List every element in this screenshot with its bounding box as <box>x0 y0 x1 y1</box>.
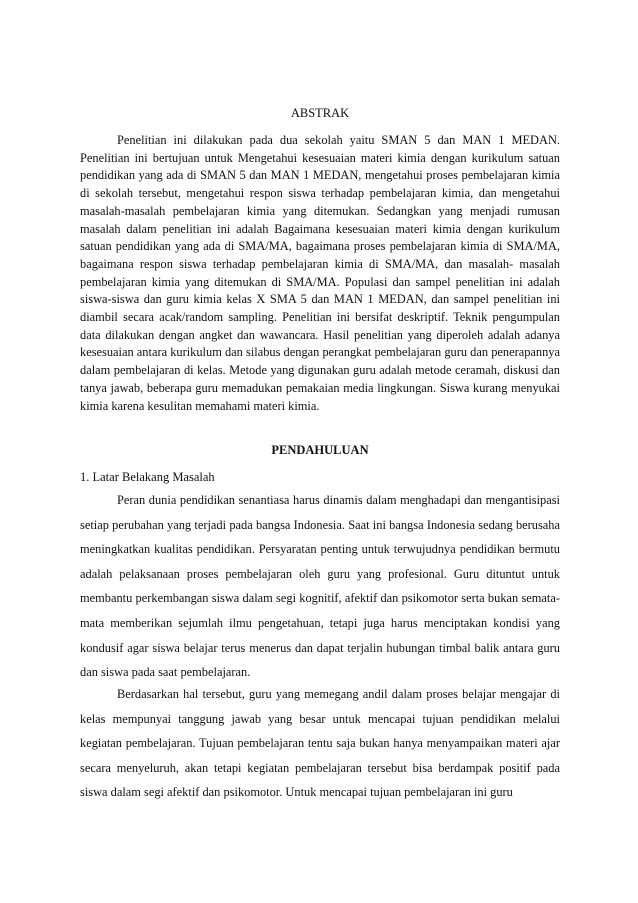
abstract-title: ABSTRAK <box>290 106 350 120</box>
section-subheading: 1. Latar Belakang Masalah <box>80 470 215 484</box>
body-paragraph: Berdasarkan hal tersebut, guru yang memegang andil dalam proses belajar mengajar di kelas mempunyai tanggung jawab yang besar untuk mencapai tujuan pendidikan melalui kegiatan pembelajaran. Tujuan pembelajaran tentu saja bukan hanya menyampaikan materi ajar secara menyeluruh, akan tetapi kegiatan pembelajaran tersebut bisa berdampak positif pada siswa dalam segi afektif dan psikomotor. Untuk mencapai tujuan pembelajaran ini guru <box>80 687 560 800</box>
document-page <box>80 0 560 903</box>
introduction-title: PENDAHULUAN <box>271 443 369 457</box>
body-paragraph: Peran dunia pendidikan senantiasa harus dinamis dalam menghadapi dan mengantisipasi setiap perubahan yang terjadi pada bangsa Indonesia. Saat ini bangsa Indonesia sedang berusaha meningkatkan kualitas pendidikan. Persyaratan penting untuk terwujudnya pendidikan bermutu adalah pelaksanaan proses pembelajaran oleh guru yang profesional. Guru dituntut untuk membantu perkembangan siswa dalam segi kognitif, afektif dan psikomotor serta bukan semata-mata memberikan sejumlah ilmu pengetahuan, tetapi juga harus menciptakan kondisi yang kondusif agar siswa belajar terus menerus dan dapat terjalin hubungan timbal balik antara guru dan siswa pada saat pembelajaran. <box>80 493 560 680</box>
abstract-text: Penelitian ini dilakukan pada dua sekolah yaitu SMAN 5 dan MAN 1 MEDAN. Penelitian ini bertujuan untuk Mengetahui kesesuaian materi kimia dengan kurikulum satuan pendidikan yang ada di SMAN 5 dan MAN 1 MEDAN, mengetahui proses pembelajaran kimia di sekolah tersebut, mengetahui respon siswa terhadap pembelajaran kimia, dan mengetahui masalah-masalah pembelajaran kimia yang ditemukan. Sedangkan yang menjadi rumusan masalah dalam penelitian ini adalah Bagaimana kesesuaian materi kimia dengan kurikulum satuan pendidikan yang ada di SMA/MA, bagaimana proses pembelajaran kimia di SMA/MA, bagaimana respon siswa terhadap pembelajaran kimia di SMA/MA, dan masalah- masalah pembelajaran kimia yang ditemukan di SMA/MA. Populasi dan sampel penelitian ini adalah siswa-siswa dan guru kimia kelas X SMA 5 dan MAN 1 MEDAN, dan sampel penelitian ini diambil secara acak/random sampling. Penelitian ini bersifat deskriptif. Teknik pengumpulan data dilakukan dengan angket dan wawancara. Hasil penelitian yang diperoleh adalah adanya kesesuaian antara kurikulum dan silabus dengan perangkat pembelajaran guru dan penerapannya dalam pembelajaran di kelas. Metode yang digunakan guru adalah metode ceramah, diskusi dan tanya jawab, beberapa guru memadukan pemakaian media lingkungan. Siswa kurang menyukai kimia karena kesulitan memahami materi kimia. <box>80 133 560 413</box>
